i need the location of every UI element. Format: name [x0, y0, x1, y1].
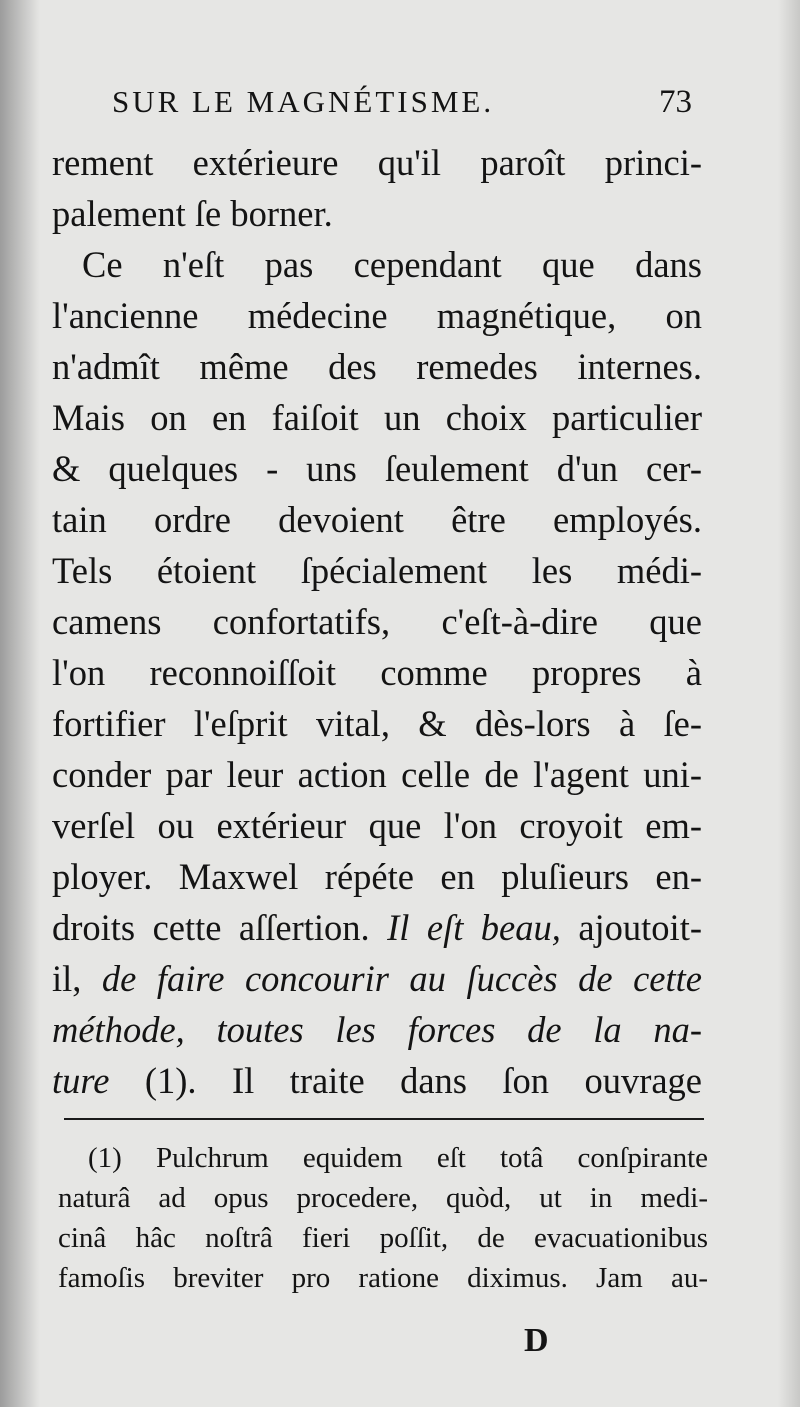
text-line	[52, 953, 702, 1004]
italic-quote: Il eſt beau,	[387, 907, 561, 948]
text-run: droits cette aſſertion.	[52, 907, 388, 948]
text-line: tain ordre devoient être employés.	[52, 499, 702, 540]
italic-quote: ture	[52, 1060, 110, 1101]
text-line: Ce n'eſt pas cependant que dans	[82, 244, 702, 285]
text-line: & quelques - uns ſeulement d'un cer-	[52, 448, 702, 489]
page-number: 73	[659, 84, 692, 120]
italic-quote: de faire concourir au ſuccès de cette	[101, 958, 702, 999]
footnote	[58, 1138, 708, 1298]
text-run: ajoutoit-	[560, 907, 702, 948]
signature-mark: D	[524, 1322, 549, 1359]
text-line: Tels étoient ſpécialement les médi-	[52, 550, 702, 591]
text-line	[52, 902, 702, 953]
text-line: conder par leur action celle de l'agent uni-	[52, 754, 702, 795]
text-line: l'on reconnoiſſoit comme propres à	[52, 652, 702, 693]
footnote-line: cinâ hâc noſtrâ fieri poſſit, de evacuationibus	[58, 1222, 708, 1254]
footnote-divider	[64, 1118, 704, 1120]
footnote-line: naturâ ad opus procedere, quòd, ut in medi-	[58, 1182, 708, 1214]
running-head: SUR LE MAGNÉTISME.	[112, 84, 495, 119]
text-line: Mais on en faiſoit un choix particulier	[52, 397, 702, 438]
text-line: fortifier l'eſprit vital, & dès-lors à ſe-	[52, 703, 702, 744]
italic-quote: méthode, toutes les forces de la na-	[52, 1009, 702, 1050]
text-line: l'ancienne médecine magnétique, on	[52, 295, 702, 336]
text-line	[52, 1055, 702, 1106]
text-line: n'admît même des remedes internes.	[52, 346, 702, 387]
text-line: rement extérieure qu'il paroît princi-	[52, 142, 702, 183]
footnote-line: famoſis breviter pro ratione diximus. Jam au-	[58, 1262, 708, 1294]
text-run: il,	[52, 958, 102, 999]
text-line: ployer. Maxwel répéte en pluſieurs en-	[52, 856, 702, 897]
page-header	[112, 84, 692, 128]
text-line: verſel ou extérieur que l'on croyoit em-	[52, 805, 702, 846]
text-line: palement ſe borner.	[52, 193, 333, 234]
footnote-line: (1) Pulchrum equidem eſt totâ conſpirante	[88, 1142, 708, 1174]
body-text	[52, 137, 702, 1106]
text-line: camens confortatifs, c'eſt-à-dire que	[52, 601, 702, 642]
text-run: (1). Il traite dans ſon ouvrage	[109, 1060, 702, 1101]
